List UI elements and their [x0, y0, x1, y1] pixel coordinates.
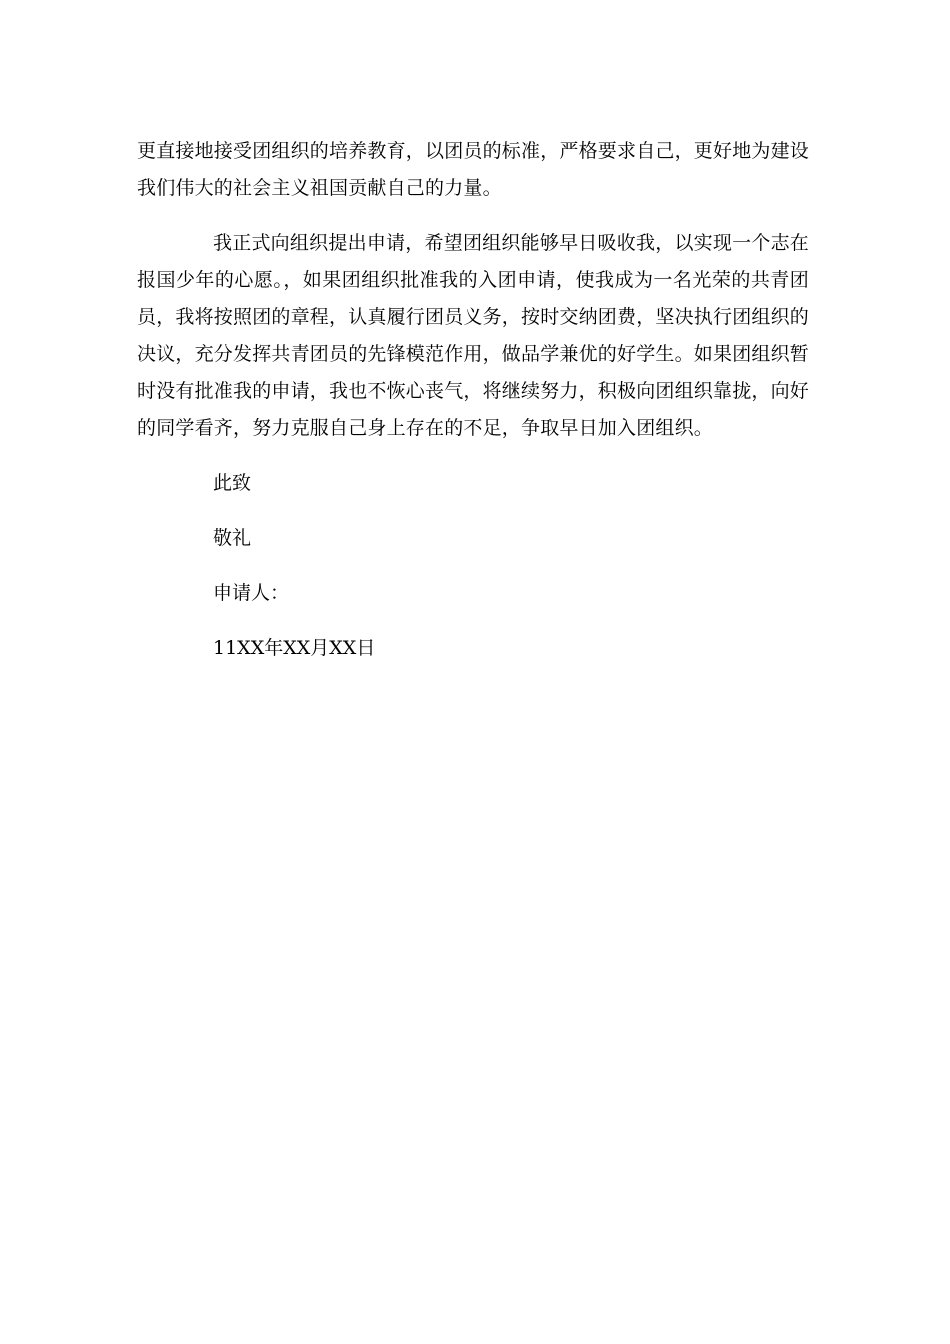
- letter-body: [137, 133, 809, 685]
- applicant-label: 申请人：: [213, 582, 290, 604]
- letter-date: 11XX年XX月XX日: [213, 637, 376, 659]
- paragraph-application: 我正式向组织提出申请，希望团组织能够早日吸收我，以实现一个志在报国少年的心愿。，如果团组织批准我的入团申请，使我成为一名光荣的共青团员，我将按照团的章程，认真履行团员义务，按时交纳团费，坚决执行团组织的决议，充分发挥共青团员的先锋模范作用，做品学兼优的好学生。如果团组织暂时没有批准我的申请，我也不恢心丧气，将继续努力，积极向团组织靠拢，向好的同学看齐，努力克服自己身上存在的不足，争取早日加入团组织。: [137, 232, 810, 439]
- closing-salutation-jingli: 敬礼: [213, 527, 252, 549]
- paragraph-continued: 更直接地接受团组织的培养教育，以团员的标准，严格要求自己，更好地为建设我们伟大的社会主义祖国贡献自己的力量。: [137, 140, 810, 199]
- closing-salutation-cizhi: 此致: [213, 472, 252, 494]
